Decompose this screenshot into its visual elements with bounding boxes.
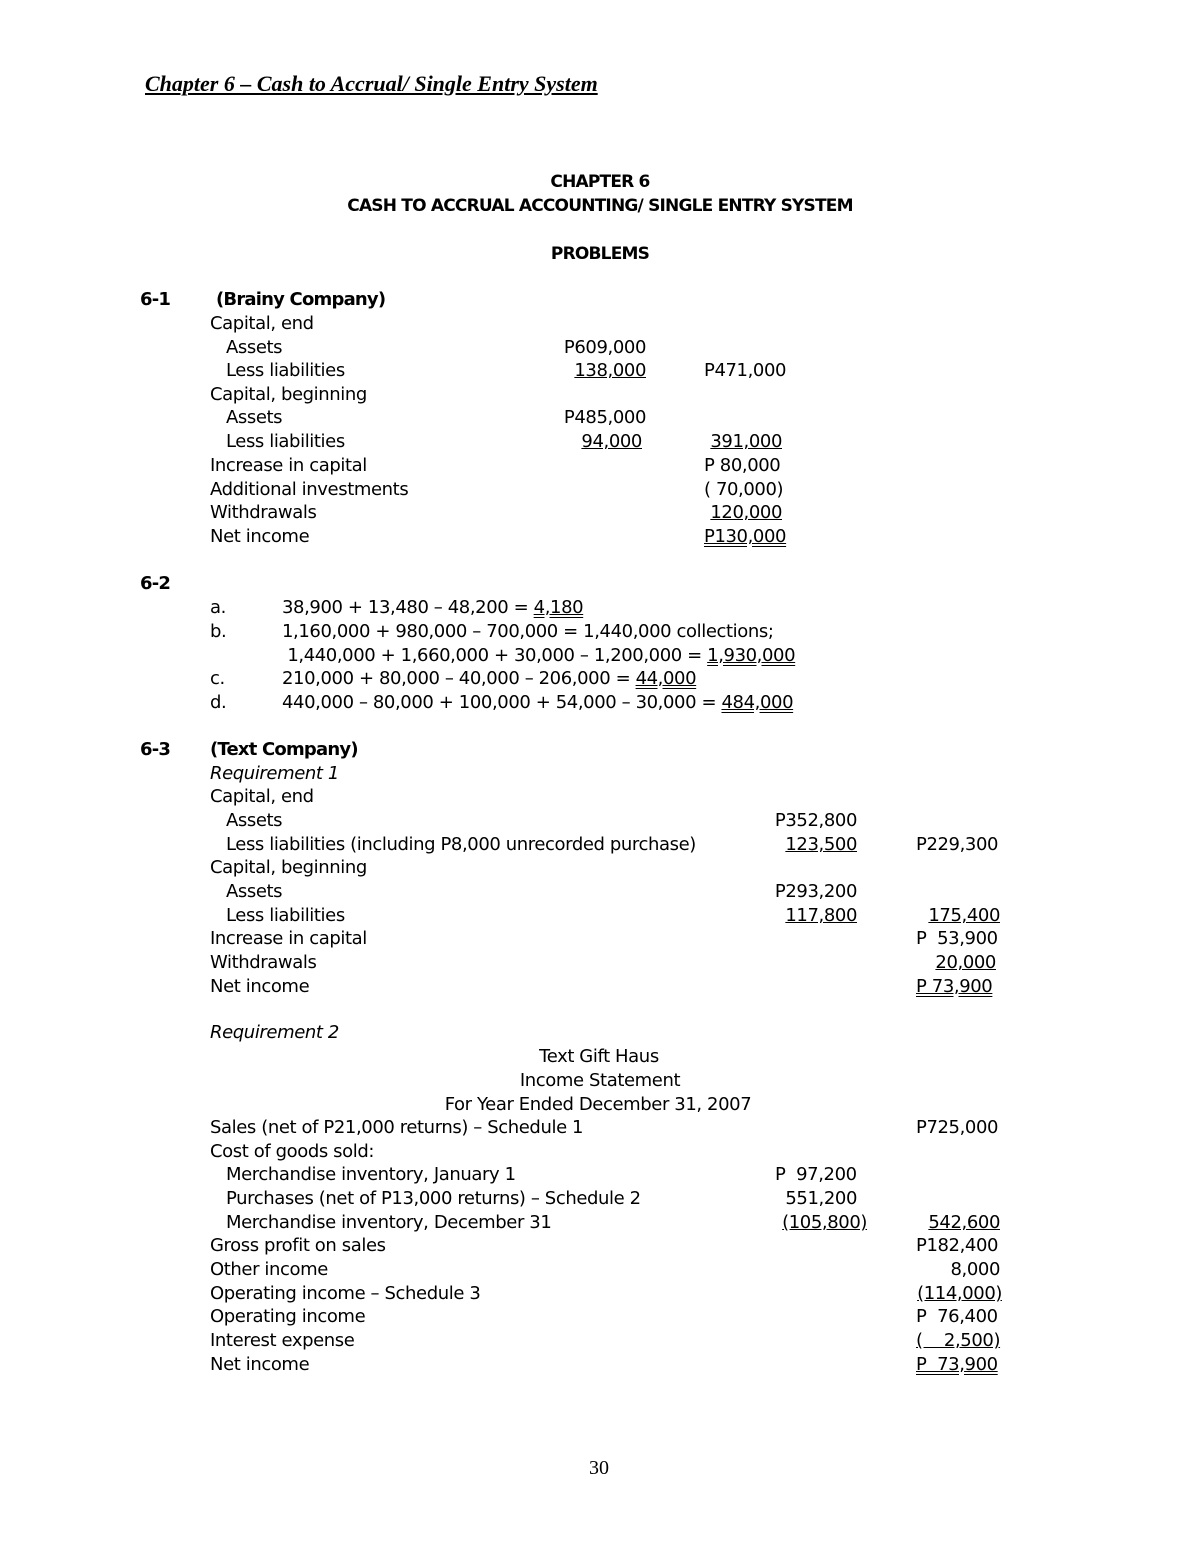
equation-answer: 1,930,000 — [707, 645, 796, 666]
underlined-amount: 117,800 — [785, 905, 857, 926]
table-row-label: Sales (net of P21,000 returns) – Schedule 1 — [210, 1117, 584, 1138]
table-cell-c1 — [750, 1211, 867, 1235]
table-row-label: Purchases (net of P13,000 returns) – Schedule 2 — [210, 1188, 641, 1209]
underlined-amount: 175,400 — [928, 905, 1000, 926]
table-row-label: Capital, end — [210, 786, 314, 807]
table-row-label: Less liabilities — [210, 905, 345, 926]
double-underlined-amount: P130,000 — [704, 526, 787, 547]
table-row-label: Assets — [210, 810, 283, 831]
list-item — [282, 691, 793, 715]
underlined-amount: 94,000 — [581, 431, 642, 452]
table-row-label: Capital, end — [210, 313, 314, 334]
table-cell-c2 — [690, 430, 782, 454]
table-cell-c2 — [690, 501, 782, 525]
underlined-amount: (114,000) — [917, 1283, 1002, 1304]
problem-6-3-number: 6-3 — [140, 739, 171, 760]
list-item — [282, 620, 774, 644]
list-item-letter: d. — [210, 692, 227, 713]
table-cell-c1: P609,000 — [563, 337, 646, 358]
table-row-label: Increase in capital — [210, 455, 367, 476]
table-row-label: Interest expense — [210, 1330, 355, 1351]
equation-text: 1,440,000 + 1,660,000 + 30,000 – 1,200,000 = — [282, 645, 708, 666]
requirement-2-label: Requirement 2 — [210, 1022, 339, 1043]
equation-text: 1,160,000 + 980,000 – 700,000 = 1,440,000 collections; — [282, 621, 774, 642]
equation-answer: 44,000 — [635, 668, 697, 689]
equation-text: 440,000 – 80,000 + 100,000 + 54,000 – 30,000 = — [282, 692, 722, 713]
underlined-amount: 123,500 — [785, 834, 857, 855]
table-row-label: Capital, beginning — [210, 857, 367, 878]
table-cell-c1: 551,200 — [785, 1188, 857, 1209]
problem-6-3-heading: (Text Company) — [210, 739, 358, 760]
table-row-label: Less liabilities (including P8,000 unrecorded purchase) — [210, 834, 696, 855]
table-cell-c2 — [916, 1329, 1000, 1353]
list-item-letter: c. — [210, 668, 225, 689]
page-number: 30 — [589, 1457, 609, 1479]
table-cell-c2 — [704, 525, 786, 549]
equation-text: 210,000 + 80,000 – 40,000 – 206,000 = — [282, 668, 636, 689]
running-header: Chapter 6 – Cash to Accrual/ Single Entry System — [145, 71, 598, 96]
underlined-amount: 120,000 — [710, 502, 782, 523]
table-cell-c2: 8,000 — [950, 1259, 1000, 1280]
table-cell-c2: P471,000 — [704, 360, 787, 381]
problem-6-2-number: 6-2 — [140, 573, 171, 594]
list-item-letter: b. — [210, 621, 227, 642]
table-row-label: Net income — [210, 526, 310, 547]
table-cell-c1: P293,200 — [774, 881, 857, 902]
table-cell-c2: P182,400 — [916, 1235, 999, 1256]
table-row-label: Net income — [210, 976, 310, 997]
list-item — [282, 667, 696, 691]
table-cell-c1 — [540, 430, 642, 454]
chapter-subtitle: CASH TO ACCRUAL ACCOUNTING/ SINGLE ENTRY SYSTEM — [347, 196, 853, 216]
table-row-label: Withdrawals — [210, 502, 317, 523]
table-row-label: Gross profit on sales — [210, 1235, 386, 1256]
double-underlined-amount: P 73,900 — [916, 976, 993, 997]
double-underlined-amount: P 73,900 — [916, 1354, 998, 1375]
table-row-label: Merchandise inventory, January 1 — [210, 1164, 516, 1185]
table-row-label: Additional investments — [210, 479, 409, 500]
table-cell-c1: P 97,200 — [775, 1164, 857, 1185]
list-item-letter: a. — [210, 597, 226, 618]
table-row-label: Assets — [210, 881, 283, 902]
table-cell-c1 — [750, 904, 857, 928]
table-row-label: Merchandise inventory, December 31 — [210, 1212, 552, 1233]
underlined-amount: 138,000 — [574, 360, 646, 381]
table-cell-c2: ( 70,000) — [704, 479, 784, 500]
table-row-label: Assets — [210, 337, 283, 358]
table-row-label: Less liabilities — [210, 431, 345, 452]
underlined-amount: ( 2,500) — [916, 1330, 1001, 1351]
table-cell-c2: P 53,900 — [916, 928, 998, 949]
table-row-label: Withdrawals — [210, 952, 317, 973]
chapter-title: CHAPTER 6 — [550, 172, 650, 192]
problem-6-1-heading: (Brainy Company) — [216, 289, 386, 310]
equation-answer: 4,180 — [533, 597, 584, 618]
requirement-1-label: Requirement 1 — [210, 763, 339, 784]
table-cell-c1: P352,800 — [774, 810, 857, 831]
underlined-amount: 542,600 — [928, 1212, 1000, 1233]
table-row-label: Net income — [210, 1354, 310, 1375]
table-cell-c2 — [900, 904, 1000, 928]
underlined-amount: 391,000 — [710, 431, 782, 452]
equation-answer: 484,000 — [721, 692, 794, 713]
table-row-label: Other income — [210, 1259, 328, 1280]
equation-text: 38,900 + 13,480 – 48,200 = — [282, 597, 534, 618]
table-cell-c1: P485,000 — [563, 407, 646, 428]
underlined-amount: 20,000 — [935, 952, 996, 973]
statement-title: Income Statement — [519, 1070, 681, 1091]
list-item — [282, 644, 795, 668]
table-cell-c2: P725,000 — [916, 1117, 999, 1138]
table-cell-c2 — [916, 1353, 998, 1377]
table-cell-c2: P 76,400 — [916, 1306, 998, 1327]
table-row-label: Operating income – Schedule 3 — [210, 1283, 481, 1304]
table-row-label: Assets — [210, 407, 283, 428]
problems-heading: PROBLEMS — [550, 244, 650, 264]
list-item — [282, 596, 583, 620]
table-row-label: Capital, beginning — [210, 384, 367, 405]
table-row-label: Operating income — [210, 1306, 366, 1327]
table-cell-c1 — [540, 359, 646, 383]
problem-6-1-number: 6-1 — [140, 289, 171, 310]
statement-period: For Year Ended December 31, 2007 — [444, 1094, 752, 1115]
table-cell-c2 — [900, 1211, 1000, 1235]
table-cell-c2 — [916, 975, 992, 999]
table-row-label: Cost of goods sold: — [210, 1141, 375, 1162]
table-cell-c2: P229,300 — [916, 834, 999, 855]
table-row-label: Increase in capital — [210, 928, 367, 949]
table-row-label: Less liabilities — [210, 360, 345, 381]
table-cell-c2: P 80,000 — [704, 455, 781, 476]
underlined-amount: (105,800) — [782, 1212, 867, 1233]
table-cell-c1 — [750, 833, 857, 857]
statement-company: Text Gift Haus — [539, 1046, 659, 1067]
table-cell-c2 — [900, 1282, 1002, 1306]
table-cell-c2 — [900, 951, 996, 975]
